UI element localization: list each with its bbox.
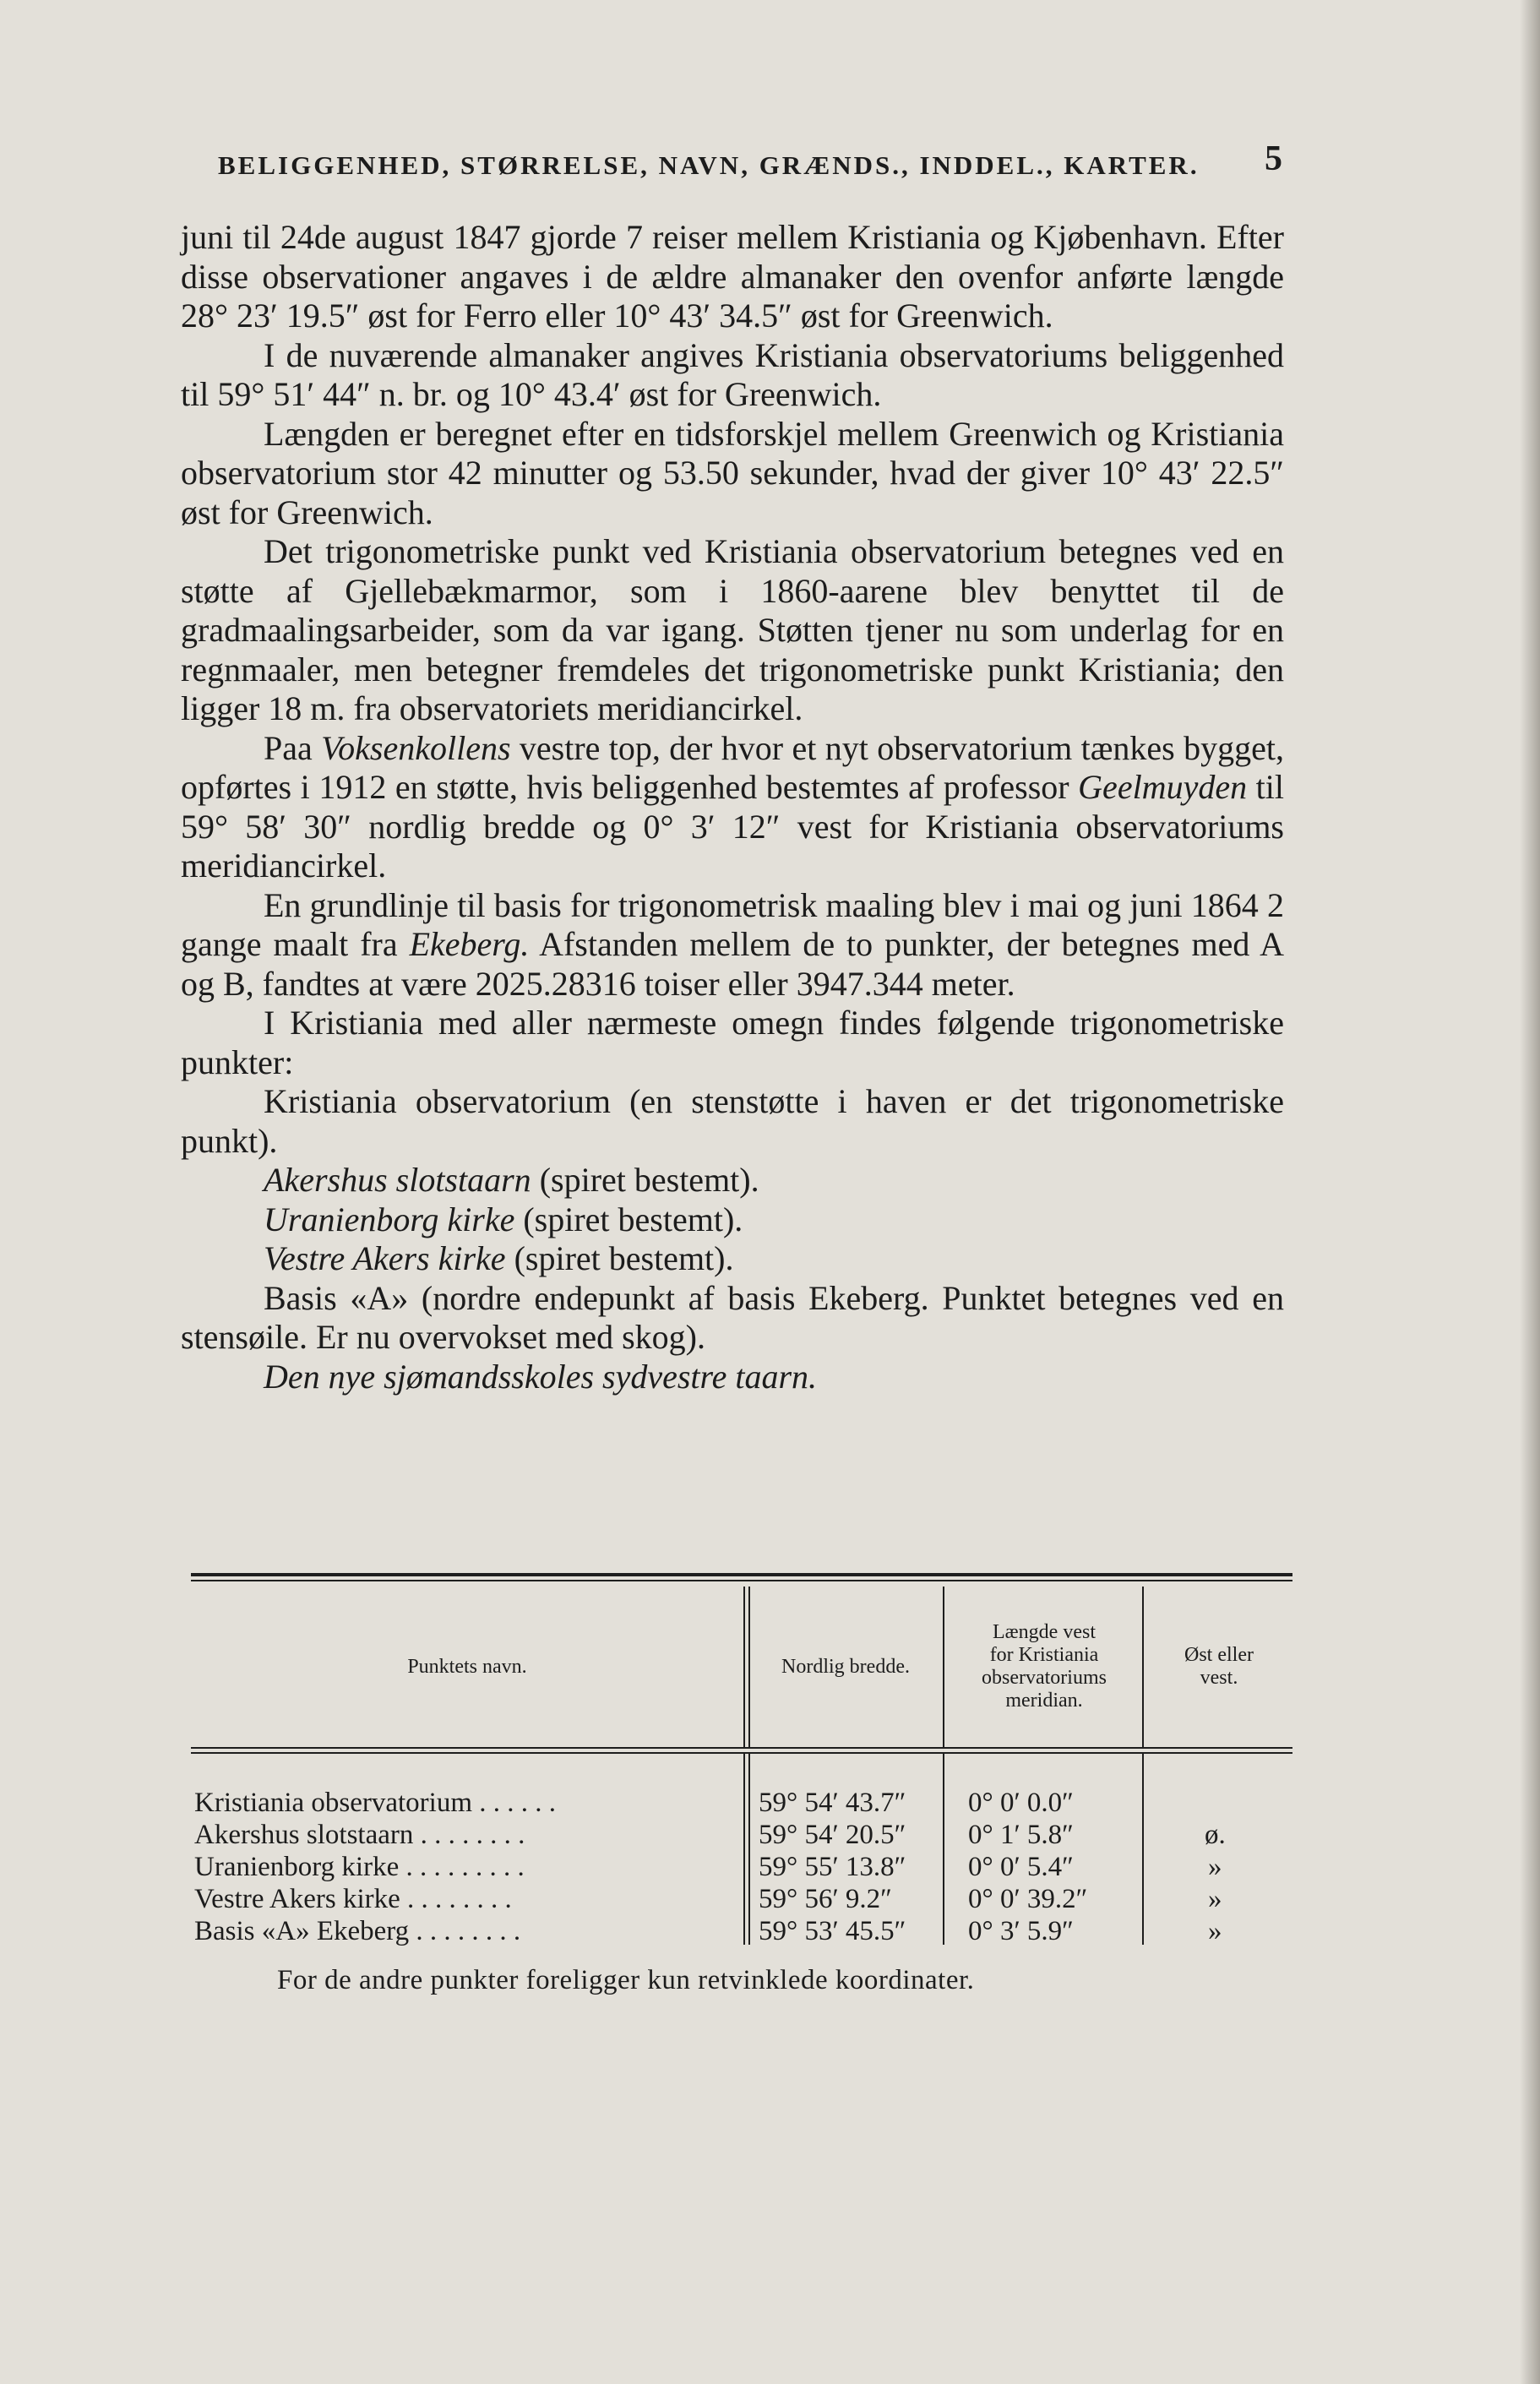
row-east-west: »	[1208, 1884, 1222, 1914]
header-longitude-line: for Kristiania	[989, 1644, 1099, 1666]
place-name-voksenkollen: Voksenkollens	[321, 728, 511, 767]
point-description: (en stenstøtte i haven er det trigonometriske punkt).	[181, 1082, 1284, 1160]
table-footnote: For de andre punkter foreligger kun retvinklede koordinater.	[277, 1965, 975, 1995]
table-row	[191, 1820, 1292, 1852]
header-latitude: Nordlig bredde.	[781, 1655, 910, 1678]
paragraph-5-text-b: vestre top, der hvor et nyt observatorium tænkes bygget, opførtes i 1912 en støtte, hvis beliggenhed bestemtes af professor	[181, 728, 1284, 806]
header-east-west	[1145, 1587, 1292, 1747]
table-header-rule	[191, 1747, 1292, 1749]
row-east-west: ø.	[1205, 1820, 1226, 1850]
paragraph-6-text-a: En grundlinje til basis for trigonometrisk maaling blev i mai og juni 1864 2 gange maalt fra	[181, 885, 1284, 963]
row-point-name: Uranienborg kirke . . . . . . . . .	[194, 1852, 525, 1882]
point-item	[181, 1279, 1284, 1358]
row-longitude: 0° 1′ 5.8″	[968, 1820, 1074, 1850]
place-name-ekeberg: Ekeberg.	[409, 925, 530, 963]
coordinates-table	[191, 1573, 1292, 1965]
table-row	[191, 1852, 1292, 1884]
table-top-rule	[191, 1573, 1292, 1576]
paragraph-3: Længden er beregnet efter en tidsforskjel mellem Greenwich og Kristiania observatorium stor 42 minutter og 53.50 sekunder, hvad der giver 10° 43′ 22.5″ øst for Greenwich.	[181, 414, 1284, 531]
paragraph-4: Det trigonometriske punkt ved Kristiania observatorium betegnes ved en støtte af Gjellebækmarmor, som i 1860-aarene blev benyttet til de gradmaalingsarbeider, som da var igang. Støtten tjener nu som underlag for en regnmaaler, men betegner fremdeles det trigonometriske punkt Kristiania; den ligger 18 m. fra observatoriets meridiancirkel.	[181, 532, 1284, 727]
row-latitude: 59° 55′ 13.8″	[759, 1852, 906, 1882]
point-name: Uranienborg kirke	[264, 1200, 515, 1238]
point-name: Kristiania observatorium	[264, 1082, 611, 1120]
point-item	[181, 1200, 1284, 1240]
point-description: (spiret bestemt).	[514, 1200, 743, 1238]
table-header	[191, 1587, 1292, 1747]
column-divider	[743, 1587, 745, 1747]
point-name: Den nye sjømandsskoles sydvestre taarn.	[264, 1357, 818, 1396]
paragraph-1: juni til 24de august 1847 gjorde 7 reiser mellem Kristiania og Kjøbenhavn. Efter disse observationer angaves i de ældre almanaker den ovenfor anførte længde 28° 23′ 19.5″ øst for Ferro eller 10° 43′ 34.5″ øst for Greenwich.	[181, 218, 1284, 335]
header-east-west-line: Øst eller	[1184, 1644, 1254, 1666]
point-item	[181, 1161, 1284, 1200]
table-row	[191, 1916, 1292, 1948]
point-name: Basis «A»	[264, 1278, 409, 1317]
row-longitude: 0° 0′ 5.4″	[968, 1852, 1074, 1882]
person-name-geelmuyden: Geelmuyden	[1078, 768, 1248, 806]
column-divider	[748, 1587, 750, 1747]
page-edge-shadow	[1520, 0, 1540, 2384]
header-longitude	[946, 1587, 1142, 1747]
row-latitude: 59° 56′ 9.2″	[759, 1884, 892, 1914]
point-item	[181, 1358, 1284, 1397]
row-point-name: Basis «A» Ekeberg . . . . . . . .	[194, 1916, 521, 1946]
running-header	[218, 139, 1282, 181]
paragraph-7: I Kristiania med aller nærmeste omegn findes følgende trigonometriske punkter:	[181, 1004, 1284, 1081]
body-text	[181, 218, 1284, 1396]
paragraph-5	[181, 729, 1284, 886]
row-latitude: 59° 54′ 43.7″	[759, 1788, 906, 1818]
header-east-west-line: vest.	[1200, 1667, 1238, 1689]
point-description: (spiret bestemt).	[505, 1239, 734, 1277]
row-longitude: 0° 0′ 0.0″	[968, 1788, 1074, 1818]
point-name: Vestre Akers kirke	[264, 1239, 506, 1277]
header-point-name: Punktets navn.	[407, 1655, 527, 1678]
table-row	[191, 1788, 1292, 1820]
row-point-name: Vestre Akers kirke . . . . . . . .	[194, 1884, 512, 1914]
row-east-west: »	[1208, 1852, 1222, 1882]
point-item	[181, 1082, 1284, 1161]
paragraph-5-text-a: Paa	[264, 728, 322, 767]
table-body	[191, 1754, 1292, 1965]
point-description: (nordre endepunkt af basis Ekeberg. Punktet betegnes ved en stensøile. Er nu overvokset med skog).	[181, 1278, 1284, 1356]
point-name: Akershus slotstaarn	[264, 1161, 531, 1199]
point-description: (spiret bestemt).	[531, 1161, 759, 1199]
table-top-rule-thin	[191, 1580, 1292, 1581]
page-number: 5	[1265, 139, 1282, 178]
point-item	[181, 1239, 1284, 1279]
paragraph-2: I de nuværende almanaker angives Kristiania observatoriums beliggenhed til 59° 51′ 44″ n. br. og 10° 43.4′ øst for Greenwich.	[181, 335, 1284, 413]
paragraph-6-text-b: Afstanden mellem de to punkter, der betegnes med A og B, fandtes at være 2025.28316 toiser eller 3947.344 meter.	[181, 925, 1284, 1003]
running-title: BELIGGENHED, STØRRELSE, NAVN, GRÆNDS., INDDEL., KARTER.	[218, 150, 1200, 180]
table-row	[191, 1884, 1292, 1916]
header-longitude-line: meridian.	[1005, 1690, 1083, 1712]
row-point-name: Akershus slotstaarn . . . . . . . .	[194, 1820, 525, 1850]
row-longitude: 0° 0′ 39.2″	[968, 1884, 1088, 1914]
header-longitude-line: Længde vest	[993, 1621, 1096, 1643]
row-east-west: »	[1208, 1916, 1222, 1946]
column-divider	[1142, 1587, 1144, 1747]
row-point-name: Kristiania observatorium . . . . . .	[194, 1788, 557, 1818]
paragraph-5-text-c: til 59° 58′ 30″ nordlig bredde og 0° 3′ 12″ vest for Kristiania observatoriums meridiancirkel.	[181, 768, 1284, 884]
row-latitude: 59° 53′ 45.5″	[759, 1916, 906, 1946]
paragraph-6	[181, 886, 1284, 1004]
row-longitude: 0° 3′ 5.9″	[968, 1916, 1074, 1946]
header-longitude-line: observatoriums	[982, 1667, 1107, 1689]
column-divider	[943, 1587, 944, 1747]
row-latitude: 59° 54′ 20.5″	[759, 1820, 906, 1850]
